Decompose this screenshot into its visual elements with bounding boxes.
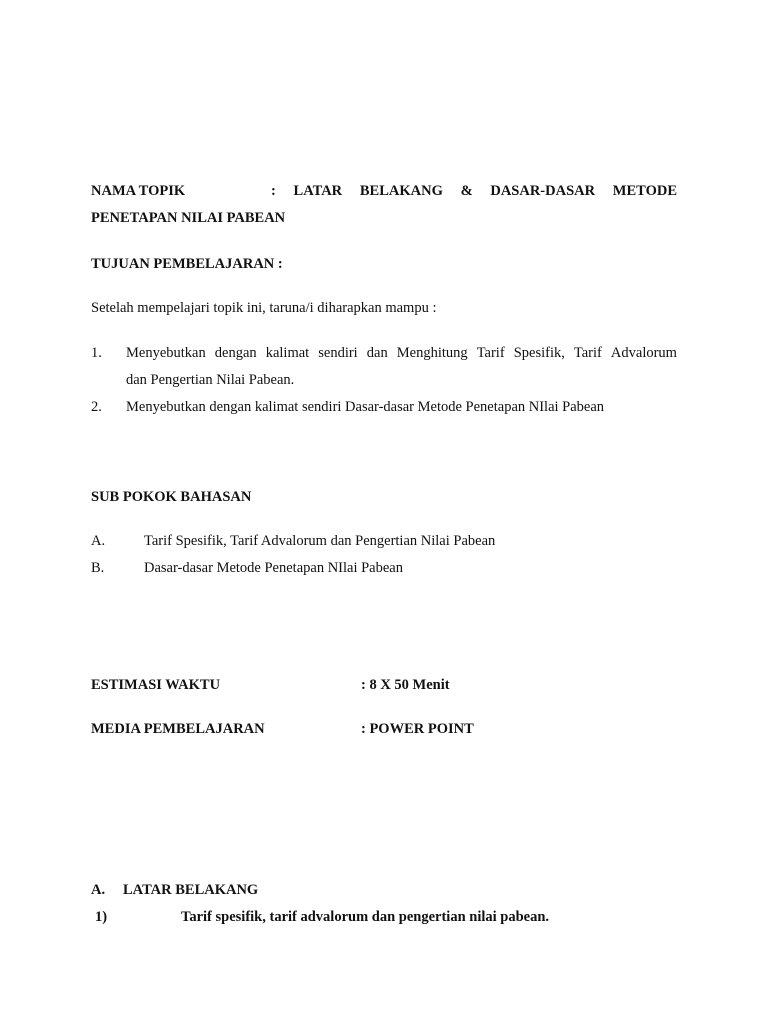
section-title: LATAR BELAKANG: [123, 882, 259, 898]
topic-word: METODE: [612, 183, 677, 199]
topic-word: LATAR: [293, 183, 343, 199]
topic-label: NAMA TOPIK: [91, 183, 186, 199]
topic-word: &: [460, 183, 473, 199]
objective-word: kalimat: [265, 345, 310, 361]
objective-item-1-line2: dan Pengertian Nilai Pabean.: [126, 372, 295, 388]
time-label: ESTIMASI WAKTU: [91, 677, 221, 693]
subtopic-letter: B.: [91, 560, 105, 576]
subsection-title: Tarif spesifik, tarif advalorum dan pengertian nilai pabean.: [181, 909, 550, 925]
time-value: : 8 X 50 Menit: [361, 677, 450, 693]
objective-item-1-line1: [126, 343, 677, 363]
objectives-heading: TUJUAN PEMBELAJARAN :: [91, 256, 283, 272]
objective-word: sendiri: [318, 345, 358, 361]
objective-word: Tarif: [573, 345, 602, 361]
objective-word: Advalorum: [610, 345, 677, 361]
objectives-intro: Setelah mempelajari topik ini, taruna/i diharapkan mampu :: [91, 300, 437, 316]
topic-title-continuation: PENETAPAN NILAI PABEAN: [91, 210, 286, 226]
objective-word: Spesifik,: [513, 345, 565, 361]
objective-number: 2.: [91, 399, 102, 415]
topic-title-line: [271, 181, 677, 201]
topic-colon: :: [271, 183, 276, 199]
objective-word: Tarif: [476, 345, 505, 361]
media-label: MEDIA PEMBELAJARAN: [91, 721, 265, 737]
objective-word: Menghitung: [396, 345, 468, 361]
section-letter: A.: [91, 882, 106, 898]
subsection-number: 1): [95, 909, 108, 925]
subtopic-letter: A.: [91, 533, 106, 549]
subtopic-item-a: Tarif Spesifik, Tarif Advalorum dan Pengertian Nilai Pabean: [144, 533, 496, 549]
topic-word: DASAR-DASAR: [490, 183, 596, 199]
subtopics-heading: SUB POKOK BAHASAN: [91, 489, 252, 505]
objective-word: Menyebutkan: [126, 345, 206, 361]
media-value: : POWER POINT: [361, 721, 474, 737]
objective-word: dan: [366, 345, 388, 361]
topic-word: BELAKANG: [359, 183, 443, 199]
subtopic-item-b: Dasar-dasar Metode Penetapan NIlai Pabean: [144, 560, 403, 576]
objective-word: dengan: [214, 345, 257, 361]
objective-number: 1.: [91, 345, 102, 361]
objective-item-2: Menyebutkan dengan kalimat sendiri Dasar-dasar Metode Penetapan NIlai Pabean: [126, 399, 605, 415]
